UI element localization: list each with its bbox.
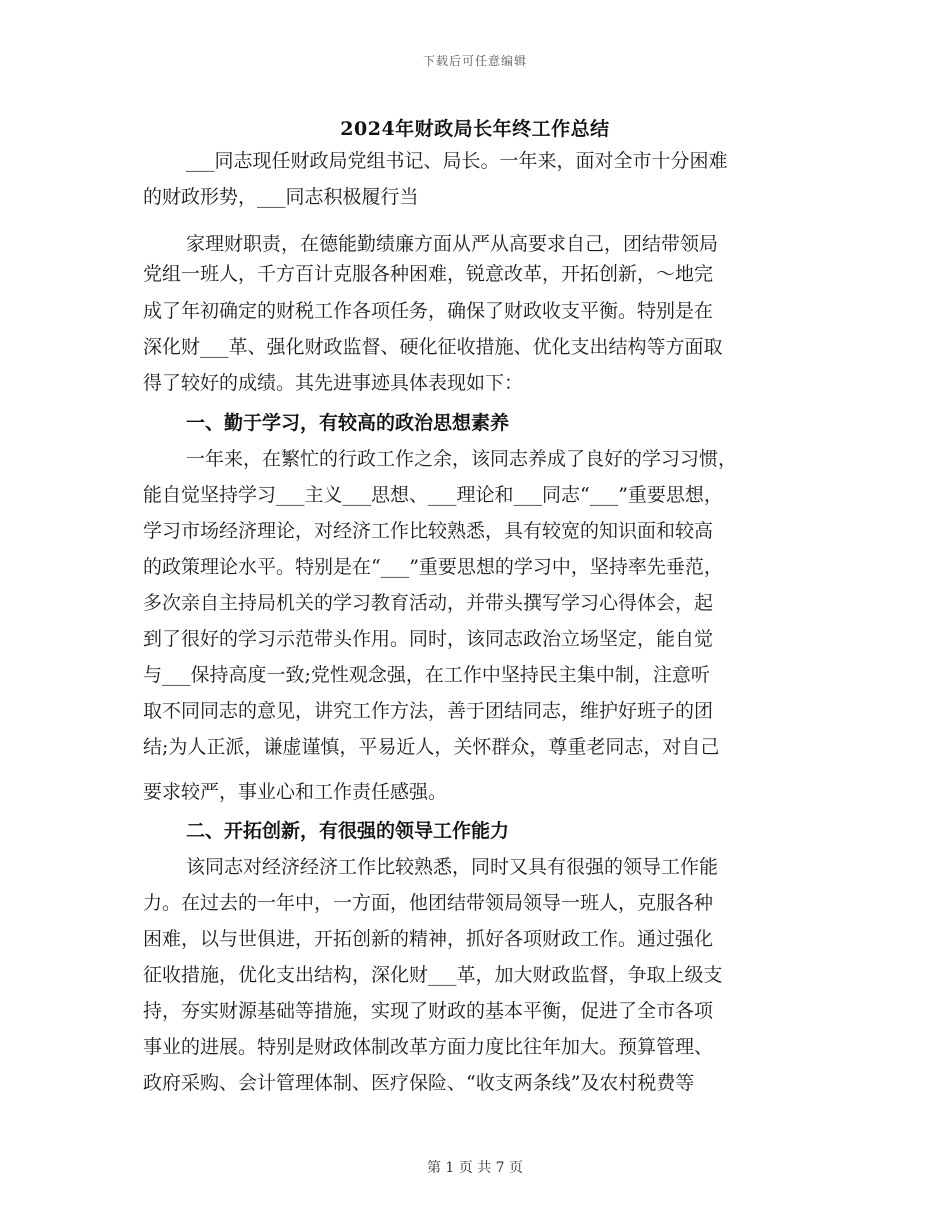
page-header-note: 下载后可任意编辑 [422,54,527,68]
body-line: 要求较严，事业心和工作责任感强。 [143,781,448,803]
body-line: 深化财___革、强化财政监督、硬化征收措施、优化支出结构等方面取 [143,336,723,358]
body-line: 事业的进展。特别是财政体制改革方面力度比往年加大。预算管理、 [143,1036,714,1058]
body-line: 困难，以与世俱进，开拓创新的精神，抓好各项财政工作。通过强化 [143,928,714,950]
body-line: 的政策理论水平。特别是在“___”重要思想的学习中，坚持率先垂范， [143,556,723,578]
body-line: 取不同同志的意见，讲究工作方法，善于团结同志，维护好班子的团 [143,700,714,722]
body-line: 该同志对经济经济工作比较熟悉，同时又具有很强的领导工作能 [186,856,719,878]
body-line: 力。在过去的一年中，一方面，他团结带领局领导一班人，克服各种 [143,892,714,914]
body-line: 学习市场经济理论，对经济工作比较熟悉，具有较宽的知识面和较高 [143,520,714,542]
body-line: 到了很好的学习示范带头作用。同时，该同志政治立场坚定，能自觉 [143,628,714,650]
section-heading-2: 二、开拓创新，有很强的领导工作能力 [186,820,510,842]
body-line: ___同志现任财政局党组书记、局长。一年来，面对全市十分困难 [186,150,728,172]
body-line: 政府采购、会计管理体制、医疗保险、“收支两条线”及农村税费等 [143,1072,695,1094]
body-line: 与___保持高度一致;党性观念强，在工作中坚持民主集中制，注意听 [143,664,710,686]
section-heading-1: 一、勤于学习，有较高的政治思想素养 [186,412,510,434]
body-line: 成了年初确定的财税工作各项任务，确保了财政收支平衡。特别是在 [143,300,714,322]
body-line: 得了较好的成绩。其先进事迹具体表现如下： [143,372,524,394]
body-line: 能自觉坚持学习___主义___思想、___理论和___同志“___”重要思想， [143,484,723,506]
page-number: 第 1 页 共 7 页 [426,1160,524,1176]
body-line: 一年来，在繁忙的行政工作之余，该同志养成了良好的学习习惯， [186,448,738,470]
body-line: 家理财职责，在德能勤绩廉方面从严从高要求自己，团结带领局 [186,233,719,255]
body-line: 结;为人正派，谦虚谨慎，平易近人，关怀群众，尊重老同志，对自己 [143,736,720,758]
body-line: 多次亲自主持局机关的学习教育活动，并带头撰写学习心得体会，起 [143,592,714,614]
body-line: 党组一班人，千方百计克服各种困难，锐意改革，开拓创新，～地完 [143,263,714,285]
body-line: 持，夯实财源基础等措施，实现了财政的基本平衡，促进了全市各项 [143,1000,714,1022]
document-title: 2024年财政局长年终工作总结 [340,118,610,140]
body-line: 征收措施，优化支出结构，深化财___革，加大财政监督，争取上级支 [143,964,723,986]
body-line: 的财政形势，___同志积极履行当 [143,186,419,208]
